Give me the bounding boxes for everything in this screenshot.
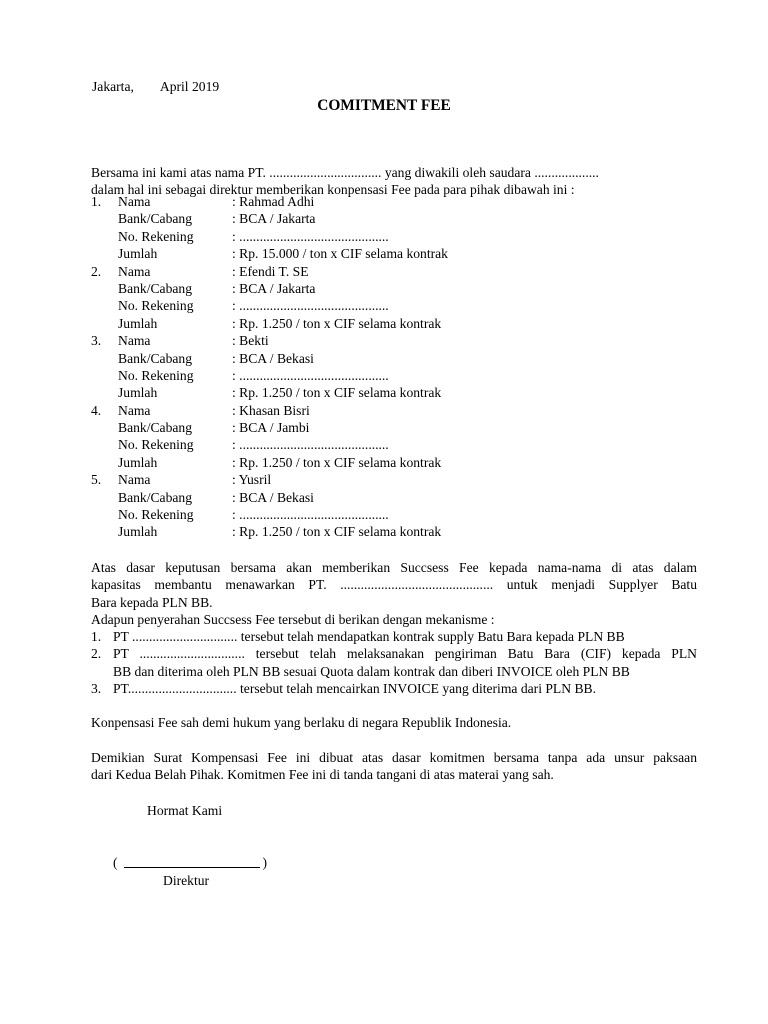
field-label-amount: Jumlah [118, 524, 158, 540]
field-label-name: Nama [118, 263, 151, 279]
field-value-bank: : BCA / Jambi [232, 420, 310, 436]
mechanism-text: PT ............................... tersebut telah mendapatkan kontrak supply Batu Bara kepada PLN BB [113, 629, 625, 644]
recipient-1-account-row [91, 228, 651, 245]
field-label-name: Nama [118, 194, 151, 209]
signature-line [113, 853, 267, 871]
mechanism-list [91, 628, 697, 698]
recipient-3-bank-row [91, 350, 651, 367]
field-value-amount: : Rp. 1.250 / ton x CIF selama kontrak [232, 454, 442, 470]
recipient-number: 2. [91, 263, 102, 279]
field-label-name: Nama [118, 402, 151, 418]
mechanism-text: BB dan diterima oleh PLN BB sesuai Quota dalam kontrak dan diberi INVOICE oleh PLN BB [113, 663, 630, 679]
field-label-amount: Jumlah [118, 385, 158, 401]
recipient-3-account-row [91, 367, 651, 384]
paragraph-line: dari Kedua Belah Pihak. Komitmen Fee ini di tanda tangani di atas materai yang sah. [91, 767, 554, 783]
field-label-amount: Jumlah [118, 454, 158, 470]
paragraph-mechanism-intro: Adapun penyerahan Succsess Fee tersebut di berikan dengan mekanisme : [91, 612, 495, 627]
recipient-number: 5. [91, 472, 102, 488]
field-label-account: No. Rekening [118, 507, 194, 523]
closing-salutation: Hormat Kami [147, 803, 223, 818]
field-value-account: : ............................................ [232, 228, 389, 244]
recipient-4-amount-row [91, 454, 651, 471]
field-label-account: No. Rekening [118, 298, 194, 314]
field-label-amount: Jumlah [118, 315, 158, 331]
close-paren: ) [262, 855, 268, 870]
recipient-5-account-row [91, 506, 651, 523]
field-value-amount: : Rp. 1.250 / ton x CIF selama kontrak [232, 524, 442, 540]
date: April 2019 [159, 79, 220, 94]
intro-line-1: Bersama ini kami atas nama PT. ................................. yang diwakili oleh saudara ................... [91, 165, 599, 180]
paragraph-line: Demikian Surat Kompensasi Fee ini dibuat atas dasar komitmen bersama tanpa ada unsur paksaan [91, 750, 697, 765]
field-label-account: No. Rekening [118, 228, 194, 244]
field-label-name: Nama [118, 333, 151, 349]
field-label-amount: Jumlah [118, 246, 158, 262]
open-paren: ( [113, 855, 118, 870]
field-value-bank: : BCA / Bekasi [232, 350, 314, 366]
field-value-name: : Yusril [232, 472, 272, 488]
mechanism-item [91, 680, 697, 697]
recipient-4-name-row [91, 402, 651, 419]
recipient-2-bank-row [91, 280, 651, 297]
field-value-amount: : Rp. 1.250 / ton x CIF selama kontrak [232, 315, 442, 331]
field-label-bank: Bank/Cabang [118, 350, 192, 366]
paragraph-line: Bara kepada PLN BB. [91, 594, 213, 610]
recipient-3-name-row [91, 332, 651, 349]
mechanism-number: 2. [91, 646, 102, 662]
recipient-2-amount-row [91, 315, 651, 332]
recipient-1-name-row [91, 193, 651, 210]
field-value-amount: : Rp. 1.250 / ton x CIF selama kontrak [232, 385, 442, 401]
date-line [92, 78, 219, 95]
mechanism-text: PT................................ tersebut telah mencairkan INVOICE yang diterima dari PLN BB. [113, 681, 596, 697]
paragraph-success-fee [91, 559, 697, 611]
field-value-name: : Khasan Bisri [232, 402, 310, 418]
paragraph-closing-statement [91, 749, 697, 784]
signer-title: Direktur [163, 873, 210, 888]
field-value-bank: : BCA / Bekasi [232, 489, 314, 505]
recipient-2-account-row [91, 297, 651, 314]
paragraph-legal: Konpensasi Fee sah demi hukum yang berlaku di negara Republik Indonesia. [91, 715, 512, 730]
field-label-bank: Bank/Cabang [118, 280, 192, 296]
recipient-2-name-row [91, 263, 651, 280]
field-label-bank: Bank/Cabang [118, 211, 192, 227]
field-value-bank: : BCA / Jakarta [232, 280, 316, 296]
mechanism-item [91, 645, 697, 680]
paragraph-line: kapasitas membantu menawarkan PT. ............................................. untuk menjadi Supplyer Batu [91, 577, 697, 593]
field-value-bank: : BCA / Jakarta [232, 211, 316, 227]
field-label-name: Nama [118, 472, 151, 488]
recipient-3-amount-row [91, 384, 651, 401]
recipient-list [91, 193, 651, 541]
mechanism-number: 3. [91, 681, 102, 697]
recipient-4-bank-row [91, 419, 651, 436]
mechanism-item [91, 628, 697, 645]
signature-blank [124, 866, 260, 868]
paragraph-line: Atas dasar keputusan bersama akan memberikan Succsess Fee kepada nama-nama di atas dalam [91, 560, 697, 575]
city: Jakarta, [92, 79, 134, 94]
field-value-name: : Rahmad Adhi [232, 194, 315, 209]
recipient-4-account-row [91, 436, 651, 453]
field-label-bank: Bank/Cabang [118, 420, 192, 436]
field-value-name: : Bekti [232, 333, 269, 349]
field-value-account: : ............................................ [232, 367, 389, 383]
recipient-number: 4. [91, 402, 102, 418]
mechanism-text: PT ............................... tersebut telah melaksanakan pengiriman Batu Bara (CIF) kepada PLN [113, 646, 697, 662]
recipient-5-amount-row [91, 523, 651, 540]
field-label-account: No. Rekening [118, 437, 194, 453]
field-label-account: No. Rekening [118, 367, 194, 383]
field-value-account: : ............................................ [232, 437, 389, 453]
field-label-bank: Bank/Cabang [118, 489, 192, 505]
field-value-amount: : Rp. 15.000 / ton x CIF selama kontrak [232, 246, 448, 262]
recipient-number: 3. [91, 333, 102, 349]
field-value-account: : ............................................ [232, 507, 389, 523]
recipient-5-bank-row [91, 489, 651, 506]
recipient-number: 1. [91, 194, 102, 209]
document-title: COMITMENT FEE [317, 97, 451, 114]
field-value-account: : ............................................ [232, 298, 389, 314]
recipient-1-amount-row [91, 245, 651, 262]
field-value-name: : Efendi T. SE [232, 263, 309, 279]
mechanism-number: 1. [91, 629, 102, 644]
recipient-5-name-row [91, 471, 651, 488]
recipient-1-bank-row [91, 210, 651, 227]
intro-line-2: dalam hal ini sebagai direktur memberikan konpensasi Fee pada para pihak dibawah ini : [91, 182, 575, 197]
